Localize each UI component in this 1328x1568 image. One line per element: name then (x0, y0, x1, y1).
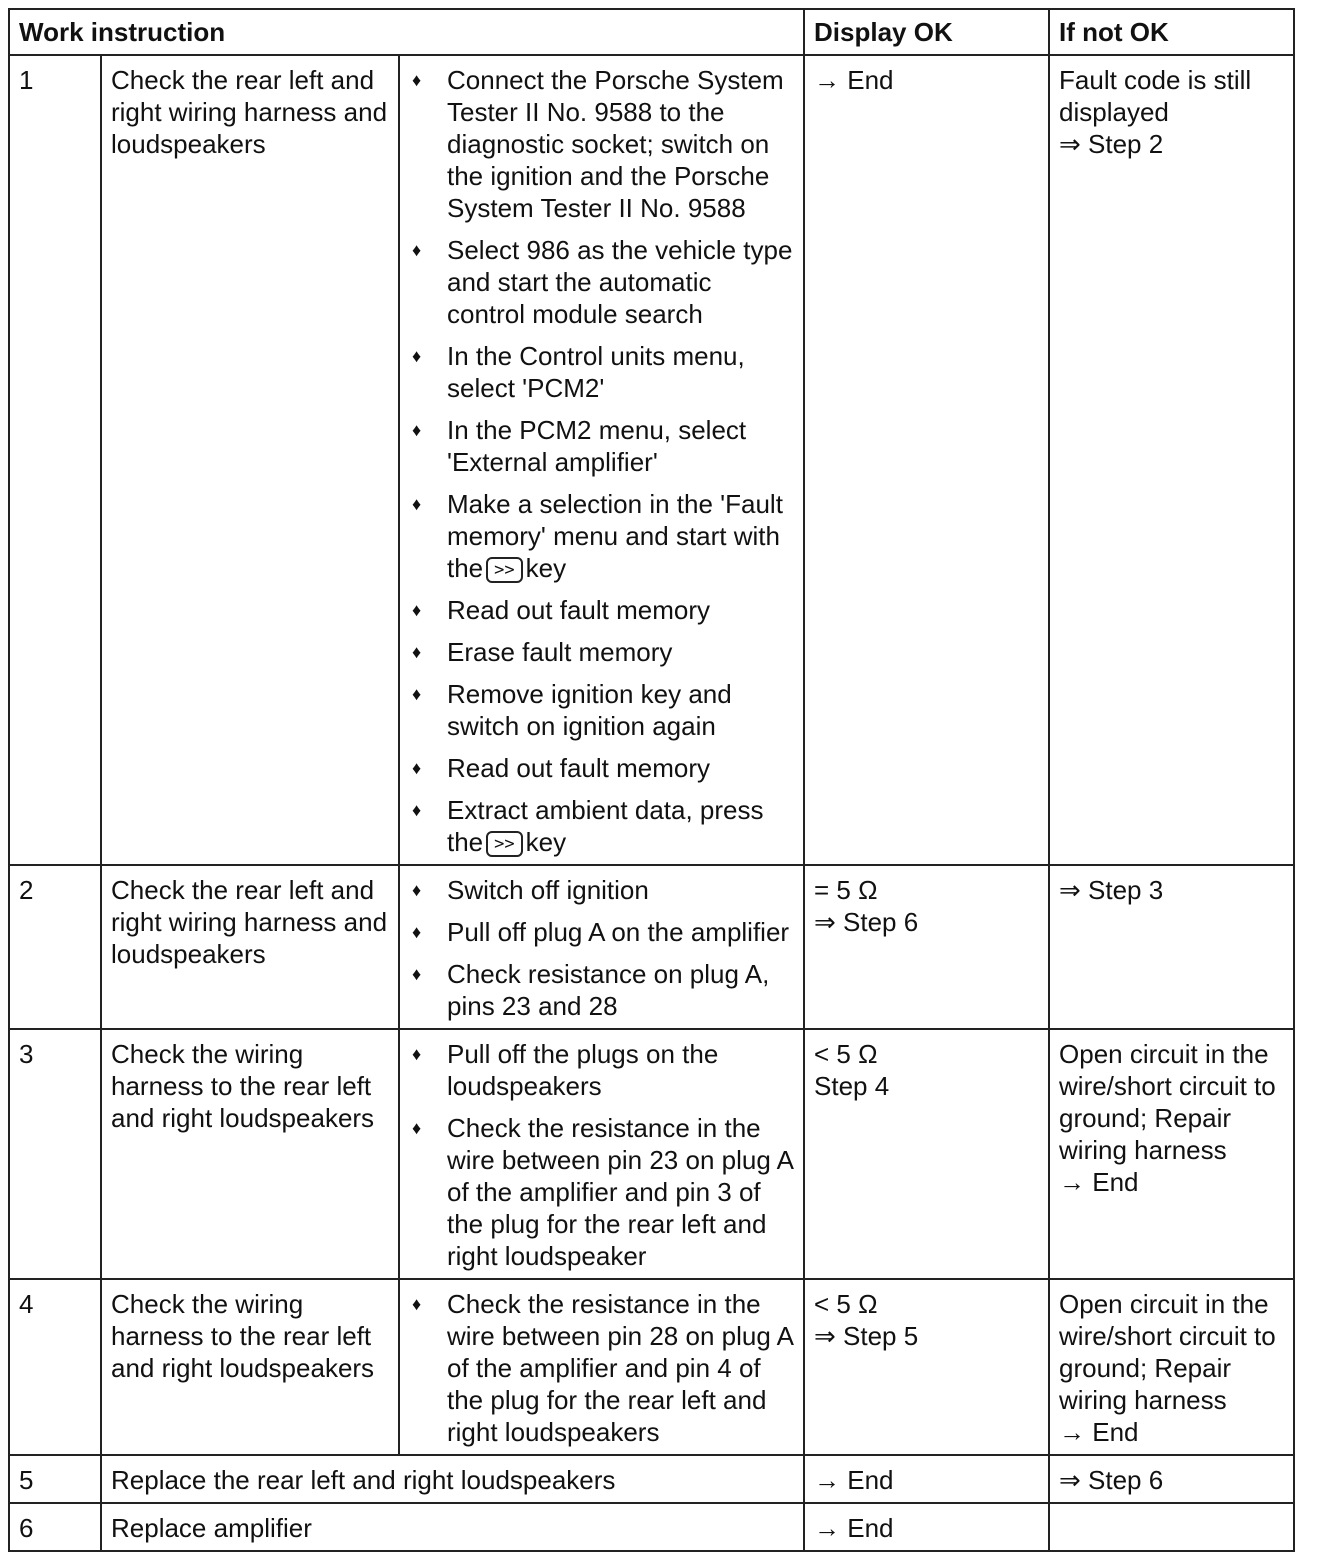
display-ok-cell (804, 1455, 1049, 1503)
diamond-bullet-icon: ♦ (412, 1294, 422, 1314)
action-text: Remove ignition key and switch on ignition again (447, 679, 732, 741)
step-check-description: Check the wiring harness to the rear left and right loudspeakers (101, 1029, 399, 1279)
diamond-bullet-icon: ♦ (412, 494, 422, 514)
display-ok-text: = 5 Ω (814, 875, 878, 905)
if-not-ok-cell (1049, 1029, 1294, 1279)
step-number: 6 (9, 1503, 101, 1551)
action-text: key (525, 827, 567, 857)
diamond-bullet-icon: ♦ (412, 880, 422, 900)
if-not-ok-text: → End (1059, 1167, 1139, 1197)
diamond-bullet-icon: ♦ (412, 240, 422, 260)
step-check-description: Check the rear left and right wiring harness and loudspeakers (101, 865, 399, 1029)
table-row (9, 1029, 1294, 1279)
display-ok-text: → End (814, 65, 894, 95)
list-item (409, 916, 794, 948)
if-not-ok-text: Open circuit in the wire/short circuit to ground; Repair wiring harness (1059, 1289, 1276, 1415)
table-row (9, 55, 1294, 865)
display-ok-cell (804, 1279, 1049, 1455)
list-item (409, 636, 794, 668)
list-item (409, 594, 794, 626)
action-text: Pull off plug A on the amplifier (447, 917, 790, 947)
display-ok-cell (804, 865, 1049, 1029)
step-check-description: Replace the rear left and right loudspeakers (101, 1455, 804, 1503)
if-not-ok-text: ⇒ Step 6 (1059, 1465, 1164, 1495)
table-row (9, 1455, 1294, 1503)
list-item (409, 678, 794, 742)
list-item (409, 488, 794, 584)
action-text: Connect the Porsche System Tester II No. 9588 to the diagnostic socket; switch on the ignition and the Porsche System Tester II No. 9588 (447, 65, 784, 223)
display-ok-text: Step 4 (814, 1071, 890, 1101)
step-check-description: Check the wiring harness to the rear left and right loudspeakers (101, 1279, 399, 1455)
diamond-bullet-icon: ♦ (412, 800, 422, 820)
action-text: Read out fault memory (447, 753, 711, 783)
action-list (409, 1038, 794, 1272)
diamond-bullet-icon: ♦ (412, 642, 422, 662)
if-not-ok-cell (1049, 1455, 1294, 1503)
action-text: Select 986 as the vehicle type and start the automatic control module search (447, 235, 793, 329)
action-list (409, 874, 794, 1022)
step-check-description: Replace amplifier (101, 1503, 804, 1551)
action-text: Switch off ignition (447, 875, 649, 905)
forward-key-icon: >> (486, 557, 522, 583)
display-ok-text: < 5 Ω (814, 1039, 878, 1069)
diamond-bullet-icon: ♦ (412, 1044, 422, 1064)
display-ok-cell (804, 1503, 1049, 1551)
header-row (9, 9, 1294, 55)
action-text: Erase fault memory (447, 637, 673, 667)
action-text: In the PCM2 menu, select 'External amplifier' (447, 415, 747, 477)
diamond-bullet-icon: ♦ (412, 420, 422, 440)
list-item (409, 958, 794, 1022)
table-body (9, 55, 1294, 1551)
step-number: 4 (9, 1279, 101, 1455)
action-text: Pull off the plugs on the loudspeakers (447, 1039, 719, 1101)
header-display-ok: Display OK (804, 9, 1049, 55)
step-number: 2 (9, 865, 101, 1029)
diamond-bullet-icon: ♦ (412, 758, 422, 778)
action-text: Check the resistance in the wire between pin 23 on plug A of the amplifier and pin 3 of the plug for the rear left and right loudspeaker (447, 1113, 793, 1271)
step-actions (399, 1279, 804, 1455)
list-item (409, 874, 794, 906)
if-not-ok-text: ⇒ Step 2 (1059, 129, 1164, 159)
action-list (409, 1288, 794, 1448)
list-item (409, 794, 794, 858)
if-not-ok-cell (1049, 1503, 1294, 1551)
action-text: Make a selection in the 'Fault memory' menu and start with the (447, 489, 783, 583)
display-ok-text: → End (814, 1513, 894, 1543)
list-item (409, 64, 794, 224)
step-number: 3 (9, 1029, 101, 1279)
list-item (409, 1038, 794, 1102)
display-ok-text: ⇒ Step 6 (814, 907, 919, 937)
list-item (409, 340, 794, 404)
action-text: Check resistance on plug A, pins 23 and 28 (447, 959, 770, 1021)
list-item (409, 1288, 794, 1448)
diamond-bullet-icon: ♦ (412, 1118, 422, 1138)
header-if-not-ok: If not OK (1049, 9, 1294, 55)
display-ok-text: ⇒ Step 5 (814, 1321, 919, 1351)
diamond-bullet-icon: ♦ (412, 600, 422, 620)
diamond-bullet-icon: ♦ (412, 70, 422, 90)
diamond-bullet-icon: ♦ (412, 684, 422, 704)
table-row (9, 1279, 1294, 1455)
display-ok-cell (804, 1029, 1049, 1279)
step-number: 1 (9, 55, 101, 865)
list-item (409, 752, 794, 784)
table-row (9, 865, 1294, 1029)
display-ok-text: < 5 Ω (814, 1289, 878, 1319)
action-text: Check the resistance in the wire between pin 28 on plug A of the amplifier and pin 4 of the plug for the rear left and right loudspeakers (447, 1289, 793, 1447)
step-number: 5 (9, 1455, 101, 1503)
action-text: Extract ambient data, press the (447, 795, 764, 857)
diamond-bullet-icon: ♦ (412, 964, 422, 984)
diamond-bullet-icon: ♦ (412, 922, 422, 942)
step-actions (399, 55, 804, 865)
action-list (409, 64, 794, 858)
display-ok-text: → End (814, 1465, 894, 1495)
if-not-ok-cell (1049, 55, 1294, 865)
forward-key-icon: >> (486, 831, 522, 857)
table-row (9, 1503, 1294, 1551)
action-text: key (525, 553, 567, 583)
if-not-ok-cell (1049, 1279, 1294, 1455)
diamond-bullet-icon: ♦ (412, 346, 422, 366)
if-not-ok-text: ⇒ Step 3 (1059, 875, 1164, 905)
header-work-instruction: Work instruction (9, 9, 804, 55)
list-item (409, 414, 794, 478)
step-check-description: Check the rear left and right wiring harness and loudspeakers (101, 55, 399, 865)
list-item (409, 1112, 794, 1272)
work-instruction-table (8, 8, 1295, 1552)
display-ok-cell (804, 55, 1049, 865)
action-text: In the Control units menu, select 'PCM2' (447, 341, 745, 403)
if-not-ok-text: Fault code is still displayed (1059, 65, 1252, 127)
if-not-ok-text: Open circuit in the wire/short circuit to ground; Repair wiring harness (1059, 1039, 1276, 1165)
action-text: Read out fault memory (447, 595, 711, 625)
work-instruction-document (8, 8, 1293, 1552)
if-not-ok-text: → End (1059, 1417, 1139, 1447)
step-actions (399, 865, 804, 1029)
if-not-ok-cell (1049, 865, 1294, 1029)
step-actions (399, 1029, 804, 1279)
list-item (409, 234, 794, 330)
